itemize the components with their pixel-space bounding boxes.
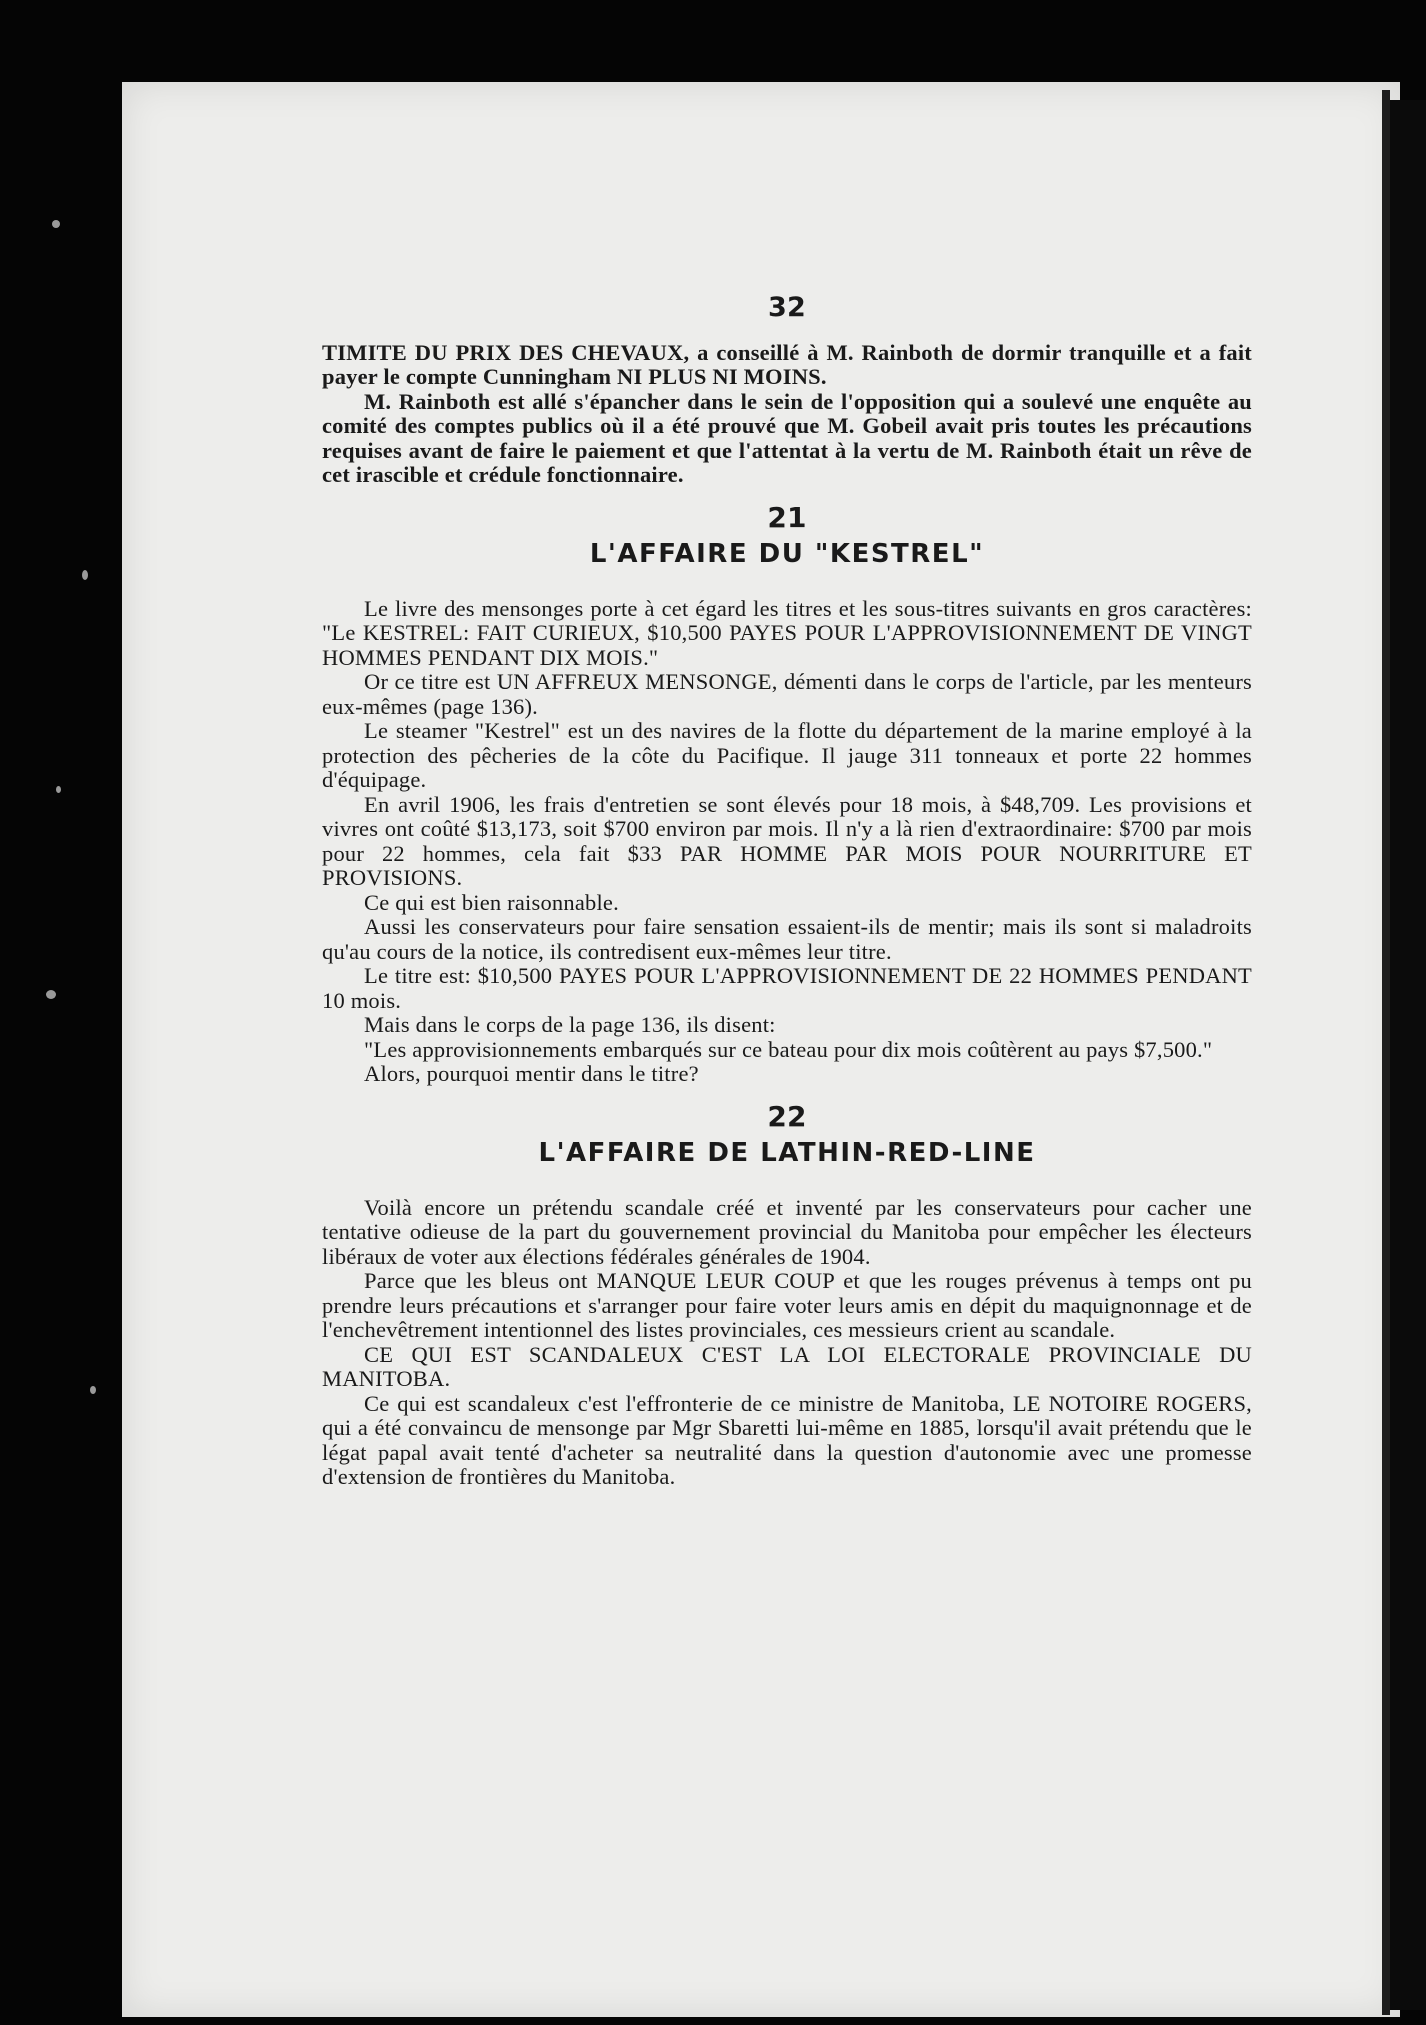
paragraph: Voilà encore un prétendu scandale créé et inventé par les conservateurs pour cacher une tentative odieuse de la part du gouvernement provincial du Manitoba pour empêcher les électeurs libéraux de voter aux élections fédérales générales de 1904. [322, 1194, 1252, 1269]
scan-speck [82, 570, 88, 580]
section-number: 21 [767, 500, 807, 534]
section-title: L'AFFAIRE DE LATHIN-RED-LINE [538, 1138, 1036, 1168]
section-number: 22 [767, 1099, 807, 1133]
paragraph: Ce qui est bien raisonnable. [364, 889, 619, 915]
section-title: L'AFFAIRE DU "KESTREL" [589, 539, 985, 569]
quote-paragraph: "Les approvisionnements embarqués sur ce bateau pour dix mois coûtèrent au pays $7,500." [364, 1036, 1213, 1062]
paragraph: Or ce titre est UN AFFREUX MENSONGE, démenti dans le corps de l'article, par les menteurs eux-mêmes (page 136). [322, 669, 1252, 719]
scan-speck [56, 786, 61, 793]
paragraph: Alors, pourquoi mentir dans le titre? [364, 1061, 699, 1086]
continuation-paragraph: TIMITE DU PRIX DES CHEVAUX, a conseillé à M. Rainboth de dormir tranquille et a fait payer le compte Cunningham NI PLUS NI MOINS. [322, 339, 1252, 389]
paragraph: En avril 1906, les frais d'entretien se sont élevés pour 18 mois, à $48,709. Les provisions et vivres ont coûté $13,173, soit $700 environ par mois. Il n'y a là rien d'extraordinaire: $700 par mois pour 22 hommes, cela fait $33 PAR HOMME PAR MOIS POUR NOURRITURE ET PROVISIONS. [322, 791, 1252, 890]
paragraph: CE QUI EST SCANDALEUX C'EST LA LOI ELECTORALE PROVINCIALE DU MANITOBA. [322, 1341, 1252, 1391]
page-content [322, 292, 1252, 1490]
paragraph: Aussi les conservateurs pour faire sensation essaient-ils de mentir; mais ils sont si maladroits qu'au cours de la notice, ils contredisent eux-mêmes leur titre. [322, 914, 1252, 964]
book-spine-shadow [1382, 90, 1390, 2015]
paragraph: Ce qui est scandaleux c'est l'effronterie de ce ministre de Manitoba, LE NOTOIRE ROGERS, qui a été convaincu de mensonge par Mgr Sbaretti lui-même en 1885, lorsqu'il avait prétendu que le légat papal avait tenté d'acheter sa neutralité dans la question d'autonomie avec une promesse d'extension de frontières du Manitoba. [322, 1390, 1252, 1489]
paragraph: Mais dans le corps de la page 136, ils disent: [364, 1012, 776, 1037]
paragraph: Parce que les bleus ont MANQUE LEUR COUP et que les rouges prévenus à temps ont pu prendre leurs précautions et s'arranger pour faire voter leurs amis en dépit du maquignonnage et de l'enchevêtrement intentionnel des listes provinciales, ces messieurs crient au scandale. [322, 1268, 1252, 1342]
scan-speck [52, 220, 60, 228]
paragraph: Le livre des mensonges porte à cet égard les titres et les sous-titres suivants en gros caractères: "Le KESTREL: FAIT CURIEUX, $10,500 PAYES POUR L'APPROVISIONNEMENT DE VINGT HOMMES PENDANT DIX MOIS." [322, 595, 1252, 670]
paragraph: Le steamer "Kestrel" est un des navires de la flotte du département de la marine employé à la protection des pêcheries de la côte du Pacifique. Il jauge 311 tonneaux et porte 22 hommes d'équipage. [322, 718, 1252, 792]
page-edge [1390, 100, 1426, 2010]
scan-speck [90, 1386, 96, 1394]
scan-speck [46, 990, 56, 999]
continuation-paragraph: M. Rainboth est allé s'épancher dans le sein de l'opposition qui a soulevé une enquête au comité des comptes publics où il a été prouvé que M. Gobeil avait pris toutes les précautions requises avant de faire le paiement et que l'attentat à la vertu de M. Rainboth était un rêve de cet irascible et crédule fonctionnaire. [322, 388, 1252, 487]
page-number: 32 [768, 292, 806, 323]
paragraph: Le titre est: $10,500 PAYES POUR L'APPROVISIONNEMENT DE 22 HOMMES PENDANT 10 mois. [322, 963, 1252, 1013]
